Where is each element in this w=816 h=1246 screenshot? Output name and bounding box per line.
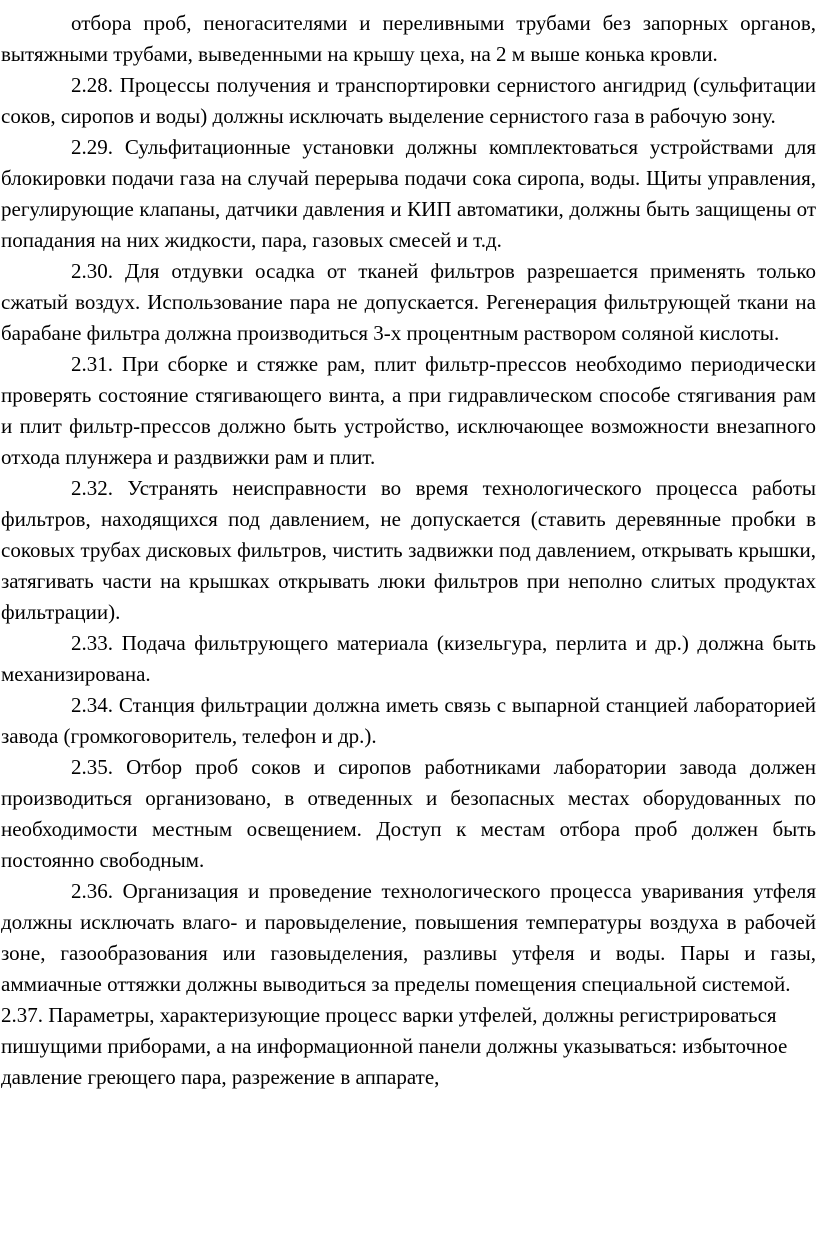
- paragraph-2-37: 2.37. Параметры, характеризующие процесс варки утфелей, должны регистрироваться пишущими приборами, а на информационной панели должны указываться: избыточное давление греющего пара, разрежение в аппарате,: [1, 1003, 788, 1089]
- paragraph-2-35: 2.35. Отбор проб соков и сиропов работниками лаборатории завода должен производиться организовано, в отведенных и безопасных местах оборудованных по необходимости местным освещением. Доступ к местам отбора проб должен быть постоянно свободным.: [1, 755, 816, 872]
- paragraph-2-36: 2.36. Организация и проведение технологического процесса уваривания утфеля должны исключать влаго- и паровыделение, повышения температуры воздуха в рабочей зоне, газообразования или газовыделения, разливы утфеля и воды. Пары и газы, аммиачные оттяжки должны выводиться за пределы помещения специальной системой.: [1, 879, 816, 996]
- paragraph-2-30: 2.30. Для отдувки осадка от тканей фильтров разрешается применять только сжатый воздух. Использование пара не допускается. Регенерация фильтрующей ткани на барабане фильтра должна производиться 3-х процентным раствором соляной кислоты.: [1, 259, 816, 345]
- paragraph-2-34: 2.34. Станция фильтрации должна иметь связь с выпарной станцией лабораторией завода (громкоговоритель, телефон и др.).: [1, 693, 816, 748]
- paragraph-2-33: 2.33. Подача фильтрующего материала (кизельгура, перлита и др.) должна быть механизирована.: [1, 631, 816, 686]
- paragraph-2-32: 2.32. Устранять неисправности во время технологического процесса работы фильтров, находящихся под давлением, не допускается (ставить деревянные пробки в соковых трубах дисковых фильтров, чистить задвижки под давлением, открывать крышки, затягивать части на крышках открывать люки фильтров при неполно слитых продуктах фильтрации).: [1, 476, 816, 624]
- paragraph-2-27-continuation: отбора проб, пеногасителями и переливными трубами без запорных органов, вытяжными трубами, выведенными на крышу цеха, на 2 м выше конька кровли.: [1, 11, 816, 66]
- paragraph-2-31: 2.31. При сборке и стяжке рам, плит фильтр-прессов необходимо периодически проверять состояние стягивающего винта, а при гидравлическом способе стягивания рам и плит фильтр-прессов должно быть устройство, исключающее возможности внезапного отхода плунжера и раздвижки рам и плит.: [1, 352, 816, 469]
- paragraph-2-29: 2.29. Сульфитационные установки должны комплектоваться устройствами для блокировки подачи газа на случай перерыва подачи сока сиропа, воды. Щиты управления, регулирующие клапаны, датчики давления и КИП автоматики, должны быть защищены от попадания на них жидкости, пара, газовых смесей и т.д.: [1, 135, 816, 252]
- paragraph-2-28: 2.28. Процессы получения и транспортировки сернистого ангидрид (сульфитации соков, сиропов и воды) должны исключать выделение сернистого газа в рабочую зону.: [1, 73, 816, 128]
